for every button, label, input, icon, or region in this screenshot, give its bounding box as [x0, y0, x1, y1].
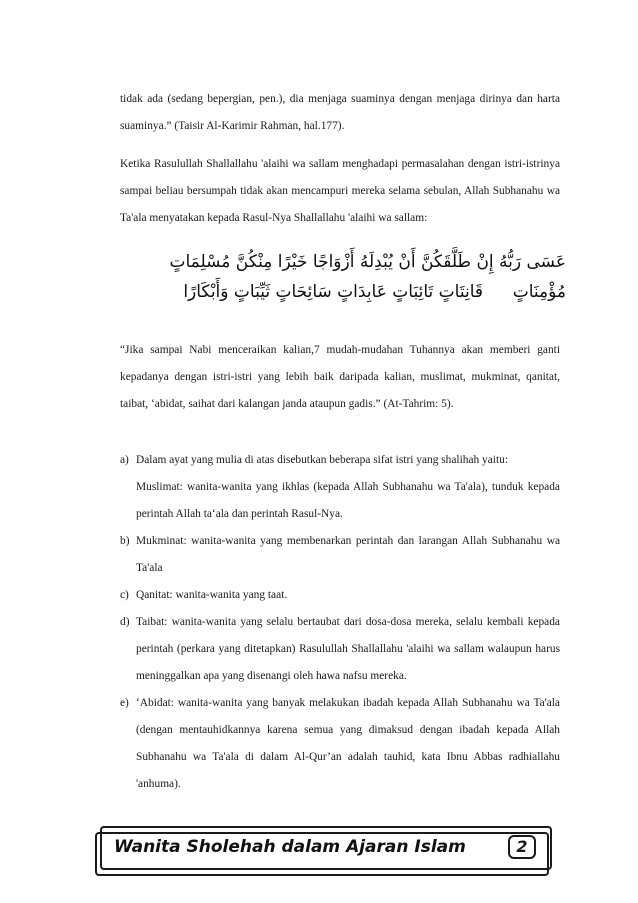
footer-banner — [100, 826, 552, 870]
footer-title: Wanita Sholehah dalam Ajaran Islam — [114, 837, 466, 857]
list-item — [120, 609, 560, 690]
list-item-text: Muslimat: wanita-wanita yang ikhlas (kepada Allah Subhanahu wa Ta'ala), tunduk kepada perintah Allah ta‘ala dan perintah Rasul-Nya. — [136, 481, 560, 520]
paragraph-intro — [120, 151, 560, 232]
list-item — [120, 582, 560, 609]
arabic-verse-line-1: عَسَى رَبُّهُ إِنْ طَلَّقَكُنَّ أَنْ يُبْدِلَهُ أَزْوَاجًا خَيْرًا مِنْكُنَّ مُسْلِمَاتٍ مُؤْمِنَاتٍ — [169, 252, 566, 302]
list-item — [120, 447, 560, 528]
page-number-badge: 2 — [508, 835, 536, 859]
verse-translation — [120, 337, 560, 418]
attributes-list — [120, 447, 560, 798]
list-marker: e) — [120, 697, 129, 709]
list-item-text: Mukminat: wanita-wanita yang membenarkan perintah dan larangan Allah Subhanahu wa Ta'ala — [136, 535, 560, 574]
list-marker: d) — [120, 616, 130, 628]
list-marker: a) — [120, 454, 129, 466]
list-marker: c) — [120, 589, 129, 601]
paragraph-text: Ketika Rasulullah Shallallahu 'alaihi wa sallam menghadapi permasalahan dengan istri-istrinya sampai beliau bersumpah tidak akan mencampuri mereka selama sebulan, Allah Subhanahu wa Ta'ala menyatakan kepada Rasul-Nya Shallallahu 'alaihi wa sallam: — [120, 158, 560, 224]
list-item-text: ‘Abidat: wanita-wanita yang banyak melakukan ibadah kepada Allah Subhanahu wa Ta'ala (dengan mentauhidkannya karena semua yang dimaksud dengan ibadah kepada Allah Subhanahu wa Ta'ala di dalam Al-Qur’an adalah tauhid, kata Ibnu Abbas radhiallahu 'anhuma). — [136, 697, 560, 790]
arabic-verse-line-2: قَانِتَاتٍ تَائِبَاتٍ عَابِدَاتٍ سَائِحَاتٍ ثَيِّبَاتٍ وَأَبْكَارًا — [183, 282, 483, 302]
paragraph-text: “Jika sampai Nabi menceraikan kalian,7 mudah-mudahan Tuhannya akan memberi ganti kepadanya dengan istri-istri yang lebih baik daripada kalian, muslimat, mukminat, qanitat, taibat, ‘abidat, saihat dari kalangan janda ataupun gadis.” (At-Tahrim: 5). — [120, 344, 560, 410]
list-item-text: Dalam ayat yang mulia di atas disebutkan beberapa sifat istri yang shalihah yaitu: — [136, 454, 508, 466]
paragraph-continuation — [120, 86, 560, 140]
list-item — [120, 690, 560, 798]
list-item-text: Taibat: wanita-wanita yang selalu bertaubat dari dosa-dosa mereka, selalu kembali kepada perintah (perkara yang ditetapkan) Rasulullah Shallallahu 'alaihi wa sallam walaupun harus meninggalkan apa yang disenangi oleh hawa nafsu mereka. — [136, 616, 560, 682]
list-item — [120, 528, 560, 582]
list-marker: b) — [120, 535, 130, 547]
list-item-text: Qanitat: wanita-wanita yang taat. — [136, 589, 288, 601]
paragraph-text: tidak ada (sedang bepergian, pen.), dia menjaga suaminya dengan menjaga dirinya dan harta suaminya.” (Taisir Al-Karimir Rahman, hal.177). — [120, 93, 560, 132]
